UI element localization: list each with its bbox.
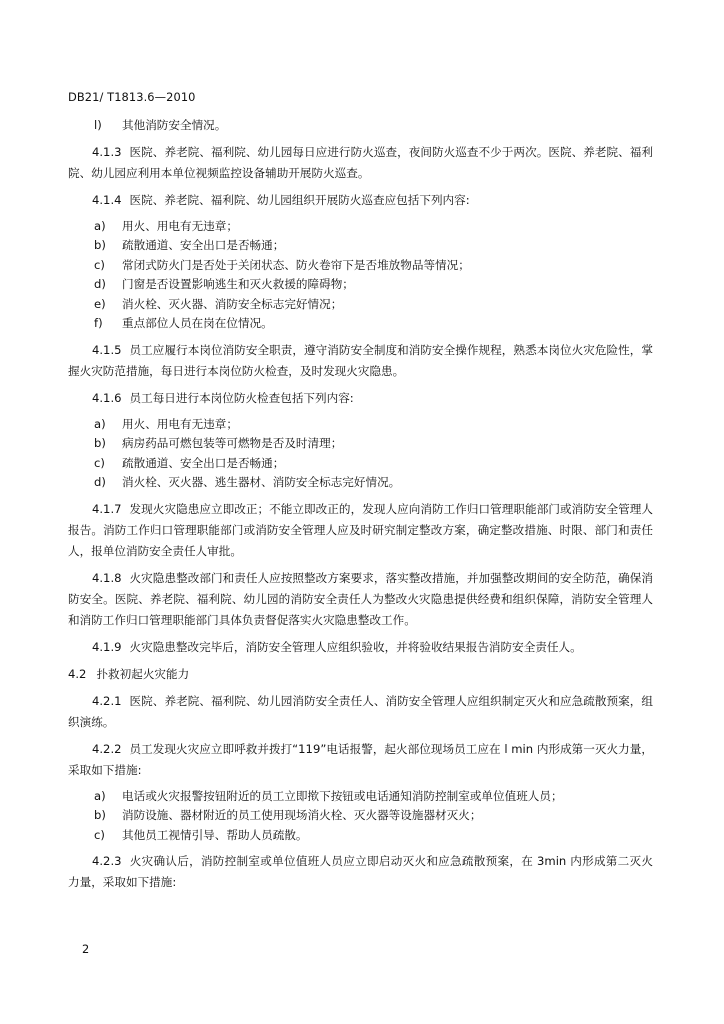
list-item [68,217,653,237]
clause-number: 4.1.9 [92,639,122,654]
page-number: 2 [82,942,90,956]
clause-number: 4.1.3 [92,144,122,159]
list-marker: e) [94,296,106,311]
clause-4-2-2 [68,739,653,781]
clause-text: 火灾隐患整改完毕后，消防安全管理人应组织验收，并将验收结果报告消防安全责任人。 [129,639,582,654]
list-item [68,236,653,256]
list-item [68,473,653,493]
list-text: 重点部位人员在岗在位情况。 [122,316,273,330]
clause-4-1-6 [68,388,653,409]
list-l [68,116,653,136]
list-marker: b) [94,436,106,450]
list-text: 消火栓、灭火器、消防安全标志完好情况； [122,296,343,311]
list-4-2-2 [68,787,653,846]
clause-text: 员工应履行本岗位消防安全职责，遵守消防安全制度和消防安全操作规程，熟悉本岗位火灾危险性，掌握火灾防范措施，每日进行本岗位防火检查，及时发现火灾隐患。 [68,342,653,378]
list-text: 常闭式防火门是否处于关闭状态、防火卷帘下是否堆放物品等情况； [122,257,470,272]
clause-number: 4.1.4 [92,192,122,207]
clause-number: 4.1.8 [92,570,122,585]
clause-number: 4.2.2 [92,741,122,756]
clause-4-1-7 [68,499,653,562]
clause-number: 4.1.5 [92,342,122,357]
list-text: 门窗是否设置影响逃生和灭火救援的障碍物； [122,277,354,291]
list-text: 电话或火灾报警按钮附近的员工立即揿下按钮或电话通知消防控制室或单位值班人员； [122,788,563,803]
list-item [68,314,653,334]
list-4-1-6 [68,415,653,493]
clause-text: 发现火灾隐患应立即改正；不能立即改正的，发现人应向消防工作归口管理职能部门或消防安全管理人报告。消防工作归口管理职能部门或消防安全管理人应及时研究制定整改方案，确定整改措施、时限、部门和责任人，报单位消防安全责任人审批。 [68,501,653,558]
clause-number: 4.2.3 [92,854,122,868]
list-marker: d) [94,475,106,489]
list-text: 消火栓、灭火器、逃生器材、消防安全标志完好情况。 [122,475,401,489]
clause-4-1-8 [68,568,653,631]
clause-text: 员工每日进行本岗位防火检查包括下列内容: [129,390,354,405]
clause-4-2-1 [68,691,653,733]
clause-4-1-4 [68,190,653,211]
list-item [68,256,653,276]
list-4-1-4 [68,217,653,334]
clause-number: 4.1.6 [92,390,122,405]
list-marker: c) [94,257,105,272]
clause-number: 4.2.1 [92,693,122,708]
list-text: 其他员工视情引导、帮助人员疏散。 [122,827,308,842]
list-item [68,415,653,435]
standard-code-header: DB21/ T1813.6—2010 [68,90,196,104]
list-item [68,454,653,474]
list-text: 其他消防安全情况。 [122,118,227,132]
list-text: 用火、用电有无违章； [122,416,238,431]
section-heading-4-2 [68,664,653,685]
clause-text: 员工发现火灾应立即呼救并拨打“119”电话报警，起火部位现场员工应在 l min 内形成第一灭火力量，采取如下措施: [68,741,653,777]
list-text: 病房药品可燃包装等可燃物是否及时清理； [122,436,343,450]
list-text: 消防设施、器材附近的员工使用现场消火栓、灭火器等设施器材灭火； [122,808,482,822]
list-marker: c) [94,827,105,842]
clause-4-2-3 [68,851,653,893]
clause-4-1-3 [68,142,653,184]
list-item [68,116,653,136]
section-title: 扑救初起火灾能力 [96,666,190,681]
clause-text: 医院、养老院、福利院、幼儿园每日应进行防火巡查，夜间防火巡查不少于两次。医院、养老院、福利院、幼儿园应利用本单位视频监控设备辅助开展防火巡查。 [68,144,653,180]
clause-text: 医院、养老院、福利院、幼儿园组织开展防火巡查应包括下列内容: [129,192,470,207]
list-marker: b) [94,808,106,822]
clause-4-1-9 [68,637,653,658]
list-marker: b) [94,238,106,252]
list-marker: l) [94,118,102,132]
clause-text: 火灾确认后，消防控制室或单位值班人员应立即启动灭火和应急疏散预案，在 3min 内形成第二灭火力量，采取如下措施: [68,854,653,889]
list-text: 疏散通道、安全出口是否畅通； [122,238,285,252]
clause-number: 4.1.7 [92,501,122,516]
page-content [68,116,653,899]
list-marker: a) [94,788,106,803]
list-marker: a) [94,416,106,431]
list-item [68,275,653,295]
list-marker: a) [94,218,106,233]
list-marker: c) [94,455,105,470]
section-number: 4.2 [68,666,87,681]
list-item [68,806,653,826]
list-marker: d) [94,277,106,291]
list-item [68,787,653,807]
list-item [68,295,653,315]
list-item [68,434,653,454]
list-text: 用火、用电有无违章； [122,218,238,233]
clause-text: 火灾隐患整改部门和责任人应按照整改方案要求，落实整改措施，并加强整改期间的安全防范，确保消防安全。医院、养老院、福利院、幼儿园的消防安全责任人为整改火灾隐患提供经费和组织保障，消防安全管理人和消防工作归口管理职能部门具体负责督促落实火灾隐患整改工作。 [68,570,653,627]
clause-text: 医院、养老院、福利院、幼儿园消防安全责任人、消防安全管理人应组织制定灭火和应急疏散预案，组织演练。 [68,693,653,729]
clause-4-1-5 [68,340,653,382]
list-marker: f) [94,316,103,330]
list-item [68,826,653,846]
list-text: 疏散通道、安全出口是否畅通； [122,455,285,470]
